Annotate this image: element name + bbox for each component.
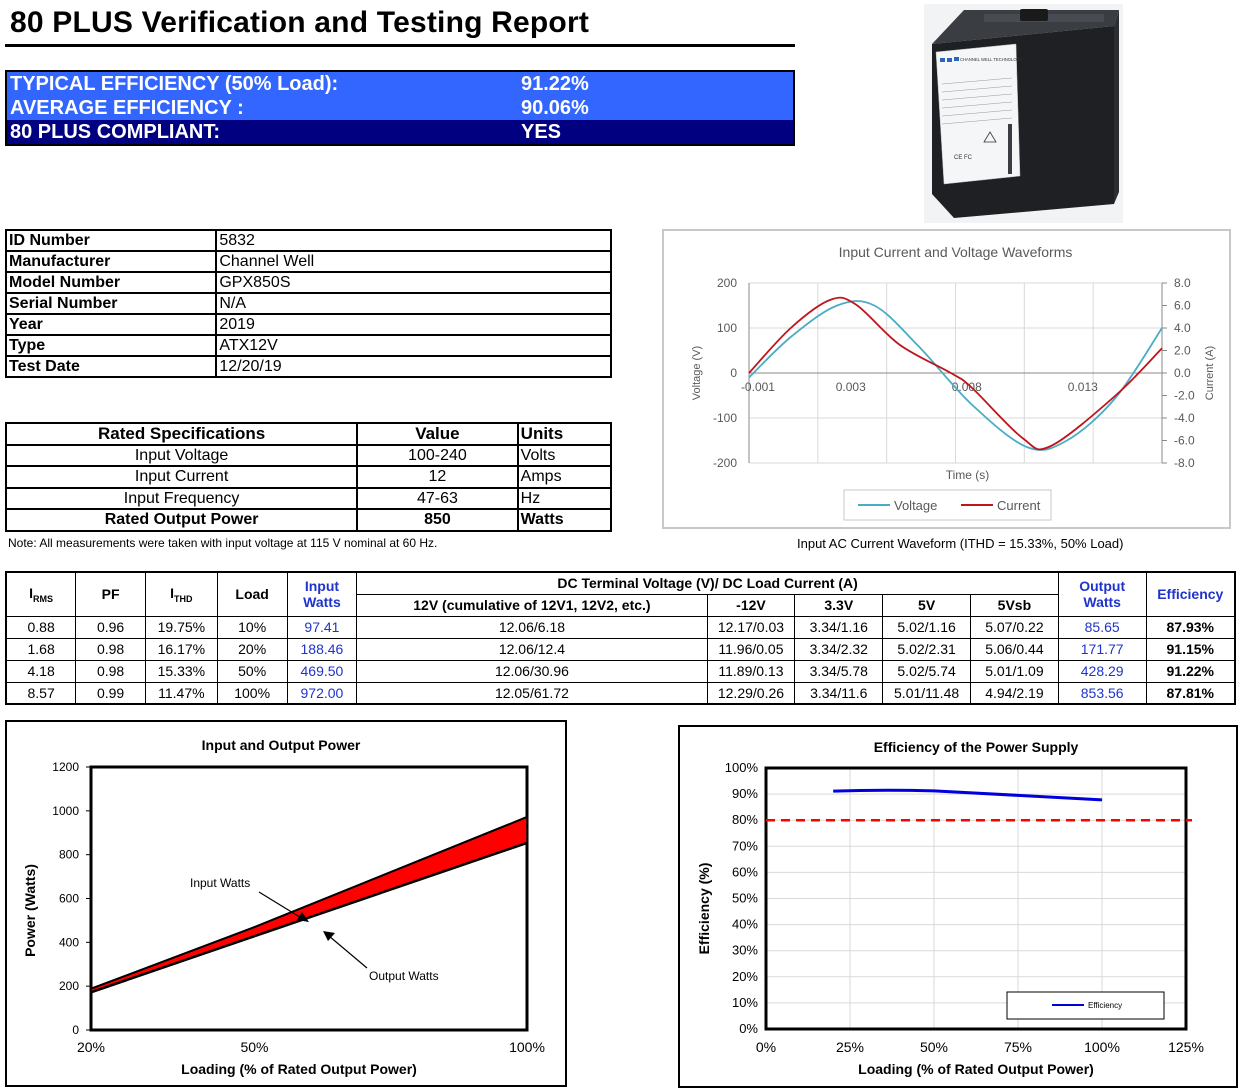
header-minus12v: -12V [707, 594, 795, 616]
header-3v3: 3.3V [795, 594, 883, 616]
y-tick-label: 100 [716, 321, 737, 335]
summary-label: 80 PLUS COMPLIANT: [10, 121, 221, 143]
legend-label: Efficiency [1088, 1001, 1123, 1010]
cell-v33: 3.34/1.16 [795, 616, 883, 638]
y-tick-label: 200 [58, 979, 79, 994]
cell-v12: 12.06/12.4 [357, 638, 707, 660]
spec-name: Input Frequency [6, 488, 357, 510]
cell-v33: 3.34/11.6 [795, 682, 883, 704]
chart-title: Input and Output Power [201, 737, 361, 753]
info-row [6, 251, 611, 272]
y-axis-label: Efficiency (%) [696, 862, 712, 955]
x-axis-label: Loading (% of Rated Output Power) [181, 1061, 417, 1077]
x-axis-label: Loading (% of Rated Output Power) [858, 1061, 1094, 1077]
info-value: Channel Well [216, 251, 611, 272]
info-key: Test Date [6, 356, 216, 377]
y2-tick-label: 4.0 [1174, 321, 1191, 335]
spec-row [6, 466, 611, 488]
y-tick-label: 400 [58, 935, 79, 950]
cell-vm12: 12.29/0.26 [707, 682, 795, 704]
cell-v5: 5.02/2.31 [883, 638, 971, 660]
typical-efficiency-row [7, 72, 793, 96]
rated-specs-table [5, 422, 612, 532]
header-5v: 5V [883, 594, 971, 616]
header-pf: PF [76, 572, 146, 616]
info-value: N/A [216, 293, 611, 314]
cell-input-watts: 972.00 [287, 682, 357, 704]
table-row [6, 682, 1235, 704]
title-underline [5, 44, 795, 47]
info-row [6, 356, 611, 377]
info-row [6, 314, 611, 335]
cell-load: 50% [217, 660, 287, 682]
y2-tick-label: -2.0 [1174, 388, 1195, 403]
chart-title: Input Current and Voltage Waveforms [838, 244, 1073, 260]
cell-v5sb: 5.07/0.22 [971, 616, 1059, 638]
average-efficiency-row [7, 96, 793, 120]
y-tick-label: 80% [731, 812, 758, 828]
y2-tick-label: 8.0 [1174, 276, 1191, 290]
efficiency-chart-frame [678, 725, 1238, 1088]
cell-irms: 8.57 [6, 682, 76, 704]
y-tick-label: 200 [716, 276, 737, 290]
info-value: 12/20/19 [216, 356, 611, 377]
spec-value: 12 [357, 466, 518, 488]
header-load: Load [217, 572, 287, 616]
cell-efficiency: 87.93% [1146, 616, 1235, 638]
cell-irms: 4.18 [6, 660, 76, 682]
x-tick-label: 25% [835, 1039, 865, 1055]
cell-input-watts: 97.41 [287, 616, 357, 638]
cell-v5: 5.02/1.16 [883, 616, 971, 638]
waveform-chart [664, 231, 1229, 527]
spec-row [6, 445, 611, 467]
header-ithd: $I_{THD}$ [145, 572, 217, 616]
summary-label: AVERAGE EFFICIENCY : [10, 97, 244, 119]
info-key: ID Number [6, 230, 216, 251]
spec-value: 850 [357, 509, 518, 531]
legend-label: Current [997, 498, 1041, 513]
y-tick-label: 1200 [52, 760, 79, 774]
y2-tick-label: -6.0 [1174, 433, 1195, 448]
info-row [6, 335, 611, 356]
table-row [6, 616, 1235, 638]
cell-v12: 12.06/6.18 [357, 616, 707, 638]
cell-efficiency: 91.15% [1146, 638, 1235, 660]
page-title: 80 PLUS Verification and Testing Report [10, 6, 590, 39]
header-irms: $I_{RMS}$ [6, 572, 76, 616]
measurement-table [5, 571, 1236, 705]
y-tick-label: 0 [72, 1023, 79, 1037]
y-tick-label: -100 [712, 411, 737, 425]
summary-label: TYPICAL EFFICIENCY (50% Load): [10, 73, 339, 95]
cell-output-watts: 853.56 [1058, 682, 1146, 704]
y-tick-label: 0 [730, 366, 737, 380]
y2-tick-label: 2.0 [1174, 343, 1191, 358]
header-output-watts: Output Watts [1058, 572, 1146, 616]
info-key: Manufacturer [6, 251, 216, 272]
spec-value: 47-63 [357, 488, 518, 510]
power-chart [7, 722, 565, 1085]
specs-header-value: Value [357, 423, 518, 445]
header-input-watts: Input Watts [287, 572, 357, 616]
x-tick-label: 20% [76, 1039, 106, 1055]
cell-v33: 3.34/2.32 [795, 638, 883, 660]
spec-name: Rated Output Power [6, 509, 357, 531]
x-tick-label: -0.001 [740, 380, 775, 394]
cell-vm12: 12.17/0.03 [707, 616, 795, 638]
cell-v5: 5.02/5.74 [883, 660, 971, 682]
cell-load: 10% [217, 616, 287, 638]
cell-irms: 0.88 [6, 616, 76, 638]
y-tick-label: 70% [731, 838, 758, 854]
x-tick-label: 0.003 [835, 380, 866, 394]
spec-units: Hz [518, 488, 611, 510]
cell-vm12: 11.96/0.05 [707, 638, 795, 660]
product-photo [924, 4, 1123, 223]
y-tick-label: 20% [731, 968, 758, 984]
spec-units: Watts [518, 509, 611, 531]
efficiency-summary [5, 70, 795, 146]
power-chart-frame [5, 720, 567, 1087]
spec-value: 100-240 [357, 445, 518, 467]
series-line-output-watts [91, 843, 527, 992]
x-tick-label: 50% [240, 1039, 269, 1055]
cell-input-watts: 188.46 [287, 638, 357, 660]
x-axis-label: Time (s) [945, 468, 990, 482]
series-line-efficiency [833, 790, 1102, 800]
y-tick-label: 30% [731, 942, 758, 958]
legend-label: Voltage [894, 498, 938, 513]
y-tick-label: 600 [58, 891, 79, 906]
info-row [6, 230, 611, 251]
cell-v5sb: 5.01/1.09 [971, 660, 1059, 682]
y-tick-label: 90% [731, 786, 758, 802]
table-row [6, 638, 1235, 660]
legend-box [1007, 992, 1164, 1019]
cell-pf: 0.99 [76, 682, 146, 704]
y-axis-label: Voltage (V) [691, 345, 703, 401]
cell-v33: 3.34/5.78 [795, 660, 883, 682]
cell-load: 100% [217, 682, 287, 704]
cell-load: 20% [217, 638, 287, 660]
info-value: 2019 [216, 314, 611, 335]
info-key: Serial Number [6, 293, 216, 314]
spec-row [6, 509, 611, 531]
y2-tick-label: 0.0 [1174, 366, 1191, 380]
x-tick-label: 100% [509, 1039, 545, 1055]
x-tick-label: 100% [1084, 1039, 1120, 1055]
header-dc-group: DC Terminal Voltage (V)/ DC Load Current (A) [357, 572, 1058, 594]
cell-v12: 12.05/61.72 [357, 682, 707, 704]
annotation-input-watts: Input Watts [190, 876, 251, 890]
info-key: Type [6, 335, 216, 356]
y-tick-label: 50% [731, 890, 758, 906]
waveform-chart-frame [662, 229, 1231, 529]
y-axis-label: Power (Watts) [22, 864, 38, 957]
x-tick-label: 75% [1003, 1039, 1033, 1055]
y2-axis-label: Current (A) [1204, 345, 1216, 401]
cell-ithd: 19.75% [145, 616, 217, 638]
cell-ithd: 16.17% [145, 638, 217, 660]
summary-value: 90.06% [521, 97, 589, 119]
cell-efficiency: 91.22% [1146, 660, 1235, 682]
cell-ithd: 11.47% [145, 682, 217, 704]
summary-value: YES [521, 121, 562, 143]
specs-header-units: Units [518, 423, 611, 445]
plot-area [91, 767, 527, 1030]
header-efficiency: Efficiency [1146, 572, 1235, 616]
y-tick-label: -200 [712, 456, 737, 470]
cell-ithd: 15.33% [145, 660, 217, 682]
cell-v5sb: 5.06/0.44 [971, 638, 1059, 660]
y2-tick-label: -8.0 [1174, 456, 1195, 470]
efficiency-chart [680, 727, 1236, 1086]
waveform-caption: Input AC Current Waveform (ITHD = 15.33%, 50% Load) [797, 536, 1124, 551]
info-row [6, 272, 611, 293]
annotation-arrow-output [329, 936, 367, 968]
y-tick-label: 1000 [52, 803, 79, 818]
cell-output-watts: 85.65 [1058, 616, 1146, 638]
y2-tick-label: -4.0 [1174, 411, 1195, 425]
x-tick-label: 0% [755, 1039, 777, 1055]
cell-vm12: 11.89/0.13 [707, 660, 795, 682]
svg-text:CE FC: CE FC [954, 155, 972, 161]
x-tick-label: 125% [1168, 1039, 1204, 1055]
y-tick-label: 40% [731, 916, 758, 932]
compliant-row [7, 120, 793, 144]
product-label-text: CHANNEL WELL TECHNOLOGY [960, 57, 1023, 62]
info-key: Model Number [6, 272, 216, 293]
cell-pf: 0.96 [76, 616, 146, 638]
y-tick-label: 800 [58, 847, 79, 862]
cell-output-watts: 428.29 [1058, 660, 1146, 682]
cell-v5: 5.01/11.48 [883, 682, 971, 704]
psu-info-table [5, 229, 612, 378]
cell-output-watts: 171.77 [1058, 638, 1146, 660]
annotation-arrow-input [259, 892, 303, 919]
y-tick-label: 100% [724, 760, 758, 775]
specs-header-name: Rated Specifications [6, 423, 357, 445]
y-tick-label: 0% [739, 1021, 758, 1036]
x-tick-label: 0.008 [951, 380, 982, 394]
info-row [6, 293, 611, 314]
cell-pf: 0.98 [76, 638, 146, 660]
spec-name: Input Voltage [6, 445, 357, 467]
header-5vsb: 5Vsb [971, 594, 1059, 616]
spec-units: Volts [518, 445, 611, 467]
spec-units: Amps [518, 466, 611, 488]
y-tick-label: 10% [731, 994, 758, 1010]
cell-v12: 12.06/30.96 [357, 660, 707, 682]
table-row [6, 660, 1235, 682]
summary-value: 91.22% [521, 73, 589, 95]
cell-efficiency: 87.81% [1146, 682, 1235, 704]
cell-input-watts: 469.50 [287, 660, 357, 682]
info-value: ATX12V [216, 335, 611, 356]
annotation-output-watts: Output Watts [369, 969, 439, 983]
chart-title: Efficiency of the Power Supply [873, 739, 1079, 755]
info-value: GPX850S [216, 272, 611, 293]
spec-name: Input Current [6, 466, 357, 488]
cell-pf: 0.98 [76, 660, 146, 682]
series-line-input-watts [91, 817, 527, 989]
info-key: Year [6, 314, 216, 335]
header-12v: 12V (cumulative of 12V1, 12V2, etc.) [357, 594, 707, 616]
cell-v5sb: 4.94/2.19 [971, 682, 1059, 704]
y2-tick-label: 6.0 [1174, 298, 1191, 313]
x-tick-label: 0.013 [1067, 380, 1098, 394]
x-tick-label: 50% [919, 1039, 949, 1055]
cell-irms: 1.68 [6, 638, 76, 660]
info-value: 5832 [216, 230, 611, 251]
y-tick-label: 60% [731, 864, 758, 880]
spec-row [6, 488, 611, 510]
measurement-note: Note: All measurements were taken with input voltage at 115 V nominal at 60 Hz. [8, 536, 438, 550]
